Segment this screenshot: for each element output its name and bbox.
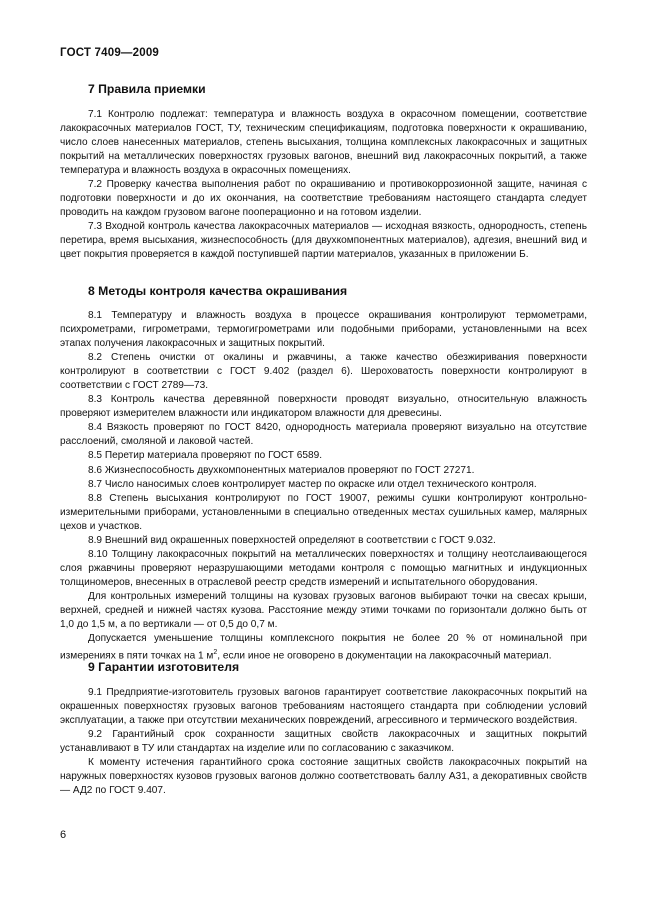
paragraph-8-5: 8.5 Перетир материала проверяют по ГОСТ 6589.: [88, 450, 323, 462]
paragraph-8-1: 8.1 Температуру и влажность воздуха в процессе окрашивания контролируют термометрами, психрометрами, гигрометрами, термогигрометрами или подобными приборами, установленными на всех этапах получения лакокрасочных и защитных покрытий.: [60, 310, 587, 350]
paragraph-9-2-expiry: К моменту истечения гарантийного срока состояние защитных свойств лакокрасочных покрытий на наружных поверхностях кузовов грузовых вагонов должно соответствовать баллу А31, а декоративных свойств — АД2 по ГОСТ 9.407.: [60, 757, 587, 797]
paragraph-8-2: 8.2 Степень очистки от окалины и ржавчины, а также качество обезжиривания поверхности контролируют в соответствии с ГОСТ 9.402 (раздел 6). Шероховатость поверхности контролируют в соответствии с ГОСТ 2789—73.: [60, 352, 587, 392]
paragraph-7-1: 7.1 Контролю подлежат: температура и влажность воздуха в окрасочном помещении, соответствие лакокрасочных материалов ГОСТ, ТУ, техническим спецификациям, подготовка поверхности к окрашиванию, число слоев нанесенных материалов, степень высыхания, толщина комплексных лакокрасочных и защитных покрытий на металлических поверхностях грузовых вагонов, внешний вид лакокрасочных покрытий, а также температура и влажность воздуха в окрасочных помещениях.: [60, 109, 587, 177]
paragraph-8-4: 8.4 Вязкость проверяют по ГОСТ 8420, однородность материала проверяют визуально на отсутствие расслоений, смоляной и лаковой частей.: [60, 422, 587, 448]
paragraph-9-2: 9.2 Гарантийный срок сохранности защитных свойств лакокрасочных и защитных покрытий устанавливают в ТУ или стандартах на изделие или по согласованию с заказчиком.: [60, 729, 587, 755]
section-7-title: 7 Правила приемки: [88, 82, 206, 96]
paragraph-7-3: 7.3 Входной контроль качества лакокрасочных материалов — исходная вязкость, однородность, степень перетира, время высыхания, жизнеспособность (для двухкомпонентных материалов), адгезия, внешний вид и цвет покрытия проверяется в каждой поступившей партии материалов, указанных в приложении Б.: [60, 221, 587, 261]
paragraph-9-1: 9.1 Предприятие-изготовитель грузовых вагонов гарантирует соответствие лакокрасочных покрытий на окрашенных поверхностях грузовых вагонов требованиям настоящего стандарта при соблюдении условий эксплуатации, а также при отсутствии механических повреждений, агрессивного и термического воздействия.: [60, 687, 587, 727]
tolerance-text-a: Допускается уменьшение толщины комплексного покрытия не более 20 % от номинальной при измерениях в пяти точках на 1 м: [60, 633, 587, 662]
paragraph-8-8: 8.8 Степень высыхания контролируют по ГОСТ 19007, режимы сушки контролируют контрольно-измерительными приборами, установленными в специально отведенных местах сушильных камер, малярных цехов и участков.: [60, 492, 587, 532]
document-header: ГОСТ 7409—2009: [60, 47, 160, 59]
section-8-body: [60, 309, 587, 664]
section-7-body: [60, 108, 587, 263]
superscript-squared: 2: [213, 649, 218, 657]
paragraph-8-3: 8.3 Контроль качества деревянной поверхности проводят визуально, относительную влажность проверяют измерителем влажности или индикатором влажности для древесины.: [60, 394, 587, 420]
section-8-title: 8 Методы контроля качества окрашивания: [88, 284, 348, 298]
page-number: 6: [60, 829, 67, 841]
paragraph-8-10: 8.10 Толщину лакокрасочных покрытий на металлических поверхностях и толщину неотслаивающегося слоя ржавчины проверяют неразрушающими методами контроля с помощью магнитных и индукционных толщиномеров, внесенных в отраслевой реестр средств измерений и испытательного оборудования.: [60, 548, 587, 588]
paragraph-8-10-points: Для контрольных измерений толщины на кузовах грузовых вагонов выбирают точки на свесах крыши, верхней, средней и нижней частях кузова. Расстояние между этими точками по горизонтали должно быть от 1,0 до 1,5 м, а по вертикали — от 0,5 до 0,7 м.: [60, 590, 587, 631]
paragraph-8-10-tolerance: [60, 632, 587, 663]
paragraph-8-6: 8.6 Жизнеспособность двухкомпонентных материалов проверяют по ГОСТ 27271.: [88, 464, 475, 476]
paragraph-8-9: 8.9 Внешний вид окрашенных поверхностей определяют в соответствии с ГОСТ 9.032.: [88, 534, 496, 546]
tolerance-text-b: , если иное не оговорено в документации на лакокрасочный материал.: [217, 650, 552, 662]
paragraph-7-2: 7.2 Проверку качества выполнения работ по окрашиванию и противокоррозионной защите, начиная с подготовки поверхности и до их окончания, на соответствие требованиям настоящего стандарта следует проводить на каждом грузовом вагоне пооперационно и на готовом изделии.: [60, 179, 587, 219]
section-9-title: 9 Гарантии изготовителя: [88, 660, 240, 674]
paragraph-8-7: 8.7 Число наносимых слоев контролирует мастер по окраске или отдел технического контроля.: [88, 478, 537, 490]
section-9-body: [60, 686, 587, 798]
